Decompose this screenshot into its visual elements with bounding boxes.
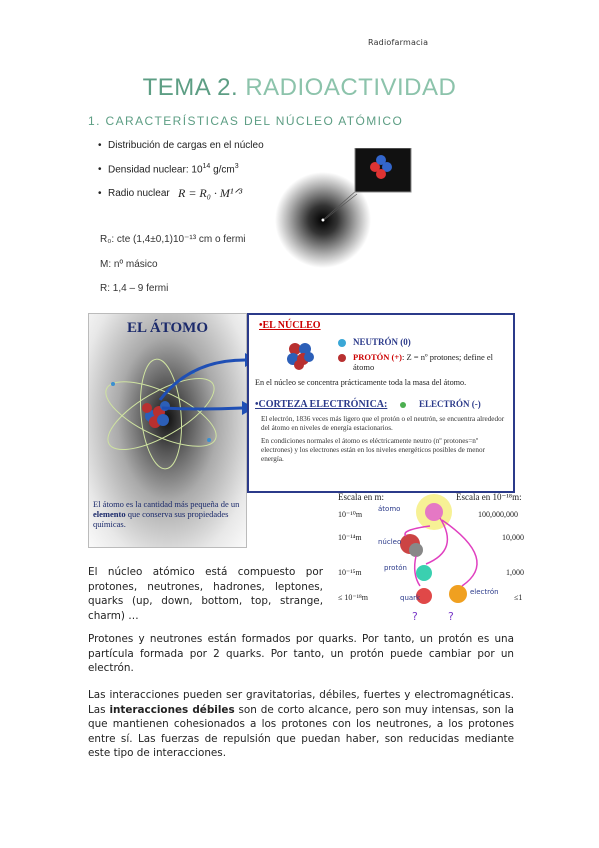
nucleo-note: En el núcleo se concentra prácticamente toda la masa del átomo. — [255, 378, 467, 387]
scale-left-head: Escala en m: — [338, 492, 384, 502]
neutron-label: NEUTRÓN (0) — [353, 337, 411, 347]
note-r0: R₀: cte (1,4±0,1)10⁻¹³ cm o fermi — [100, 234, 246, 245]
neutron-icon — [337, 338, 347, 348]
electron-label: ELECTRÓN (-) — [419, 399, 481, 409]
scale-row-left: 10⁻¹⁴m — [338, 533, 362, 542]
scale-row-right: ≤1 — [514, 593, 523, 602]
scale-row-label: átomo — [378, 505, 401, 513]
nucleus-icon — [285, 339, 317, 371]
radius-text: Radio nuclear — [108, 188, 170, 199]
quark-question-mark: ? — [412, 610, 418, 623]
interactions-weak: interacciones débiles — [109, 703, 235, 716]
scale-row-label: protón — [384, 564, 407, 572]
caption-part-b: elemento — [93, 509, 126, 519]
proton-line — [353, 352, 508, 372]
corteza-heading: •CORTEZA ELECTRÓNICA: — [255, 399, 388, 410]
scale-row-label: núcleo — [378, 538, 402, 546]
scale-row-right: 10,000 — [502, 533, 524, 542]
density-unit: g/cm — [210, 164, 235, 176]
proton-desc: : Z = nº protones; define el átomo — [353, 352, 493, 372]
scale-row-right: 100,000,000 — [478, 510, 518, 519]
scale-row-left: ≤ 10⁻¹⁸m — [338, 593, 369, 602]
electron-scale-label: electrón — [470, 588, 499, 596]
scale-row-left: 10⁻¹⁰m — [338, 510, 363, 519]
paragraph-interactions — [88, 688, 514, 761]
density-unit-exp: 3 — [234, 163, 239, 170]
density-text: Densidad nuclear: 10 — [108, 164, 203, 176]
nucleo-heading: •EL NÚCLEO — [259, 320, 321, 331]
title-number: TEMA 2. — [142, 74, 239, 101]
connector-arrows — [150, 340, 260, 450]
interactions-intro: Las interacciones pueden ser gravitatorias, débiles, fuertes y electromagnéticas. Las — [88, 689, 514, 716]
proton-label: PROTÓN (+) — [353, 352, 402, 362]
scale-row-label: quark — [400, 594, 421, 602]
density-exp: 14 — [202, 163, 211, 170]
scale-right-head: Escala en 10⁻¹⁸m: — [456, 492, 522, 502]
corteza-p2: En condiciones normales el átomo es eléctricamente neutro (nº protones=nº electrones) y los electrones están en los niveles energéticos posibles de menor energía. — [261, 437, 486, 463]
atom-figure-title: EL ÁTOMO — [127, 320, 208, 336]
interactions-rest: son de corto alcance, pero son muy intensas, son la que mantienen cohesionados a los protones con los neutrones, a los protones entre sí. Las fuerzas de repulsión que puedan haber, son reducidas mediante este tipo de interacciones. — [88, 703, 514, 759]
proton-icon — [337, 353, 347, 363]
bullet-density: • Densidad nuclear: $10^{14}$ $g/cm^3$ — [98, 163, 239, 176]
electron-question-mark: ? — [448, 610, 454, 623]
bullet-charge: • Distribución de cargas en el núcleo — [98, 140, 264, 151]
caption-part-c: que conserva sus propiedades químicas. — [93, 509, 229, 529]
note-r: R: 1,4 – 9 fermi — [100, 283, 169, 294]
atom-figure-caption — [93, 499, 243, 529]
section-heading: 1. CARACTERÍSTICAS DEL NÚCLEO ATÓMICO — [88, 114, 404, 128]
scale-row-right: 1,000 — [506, 568, 524, 577]
electron-icon — [399, 401, 407, 409]
corteza-p1: El electrón, 1836 veces más ligero que el protón o el neutrón, se encuentra alrededor del átomo en niveles de energía estacionarios. — [261, 415, 505, 432]
bullet-charge-text: Distribución de cargas en el núcleo — [108, 140, 264, 151]
caption-part-a: El átomo es la cantidad más pequeña de un — [93, 499, 240, 509]
page-header-course: Radiofarmacia — [368, 38, 429, 47]
page-title — [0, 74, 599, 102]
radius-formula: R = R₀ · M¹ᐟ³ — [178, 186, 243, 200]
note-m: M: nº másico — [100, 259, 158, 270]
scale-row-left: 10⁻¹⁵m — [338, 568, 362, 577]
scale-figure — [330, 490, 530, 630]
atom-info-box — [247, 313, 515, 493]
nucleus-glow-image — [275, 148, 415, 288]
title-topic: RADIOACTIVIDAD — [245, 74, 457, 101]
bullet-radius: • Radio nuclear — [98, 188, 170, 199]
paragraph-quarks: Protones y neutrones están formados por quarks. Por tanto, un protón es una partícula formada por 2 quarks. Por tanto, un protón puede cambiar por un electrón. — [88, 633, 514, 674]
paragraph-composition: El núcleo atómico está compuesto por protones, neutrones, hadrones, leptones, quarks (up, down, bottom, top, strange, charm) … — [88, 566, 323, 622]
